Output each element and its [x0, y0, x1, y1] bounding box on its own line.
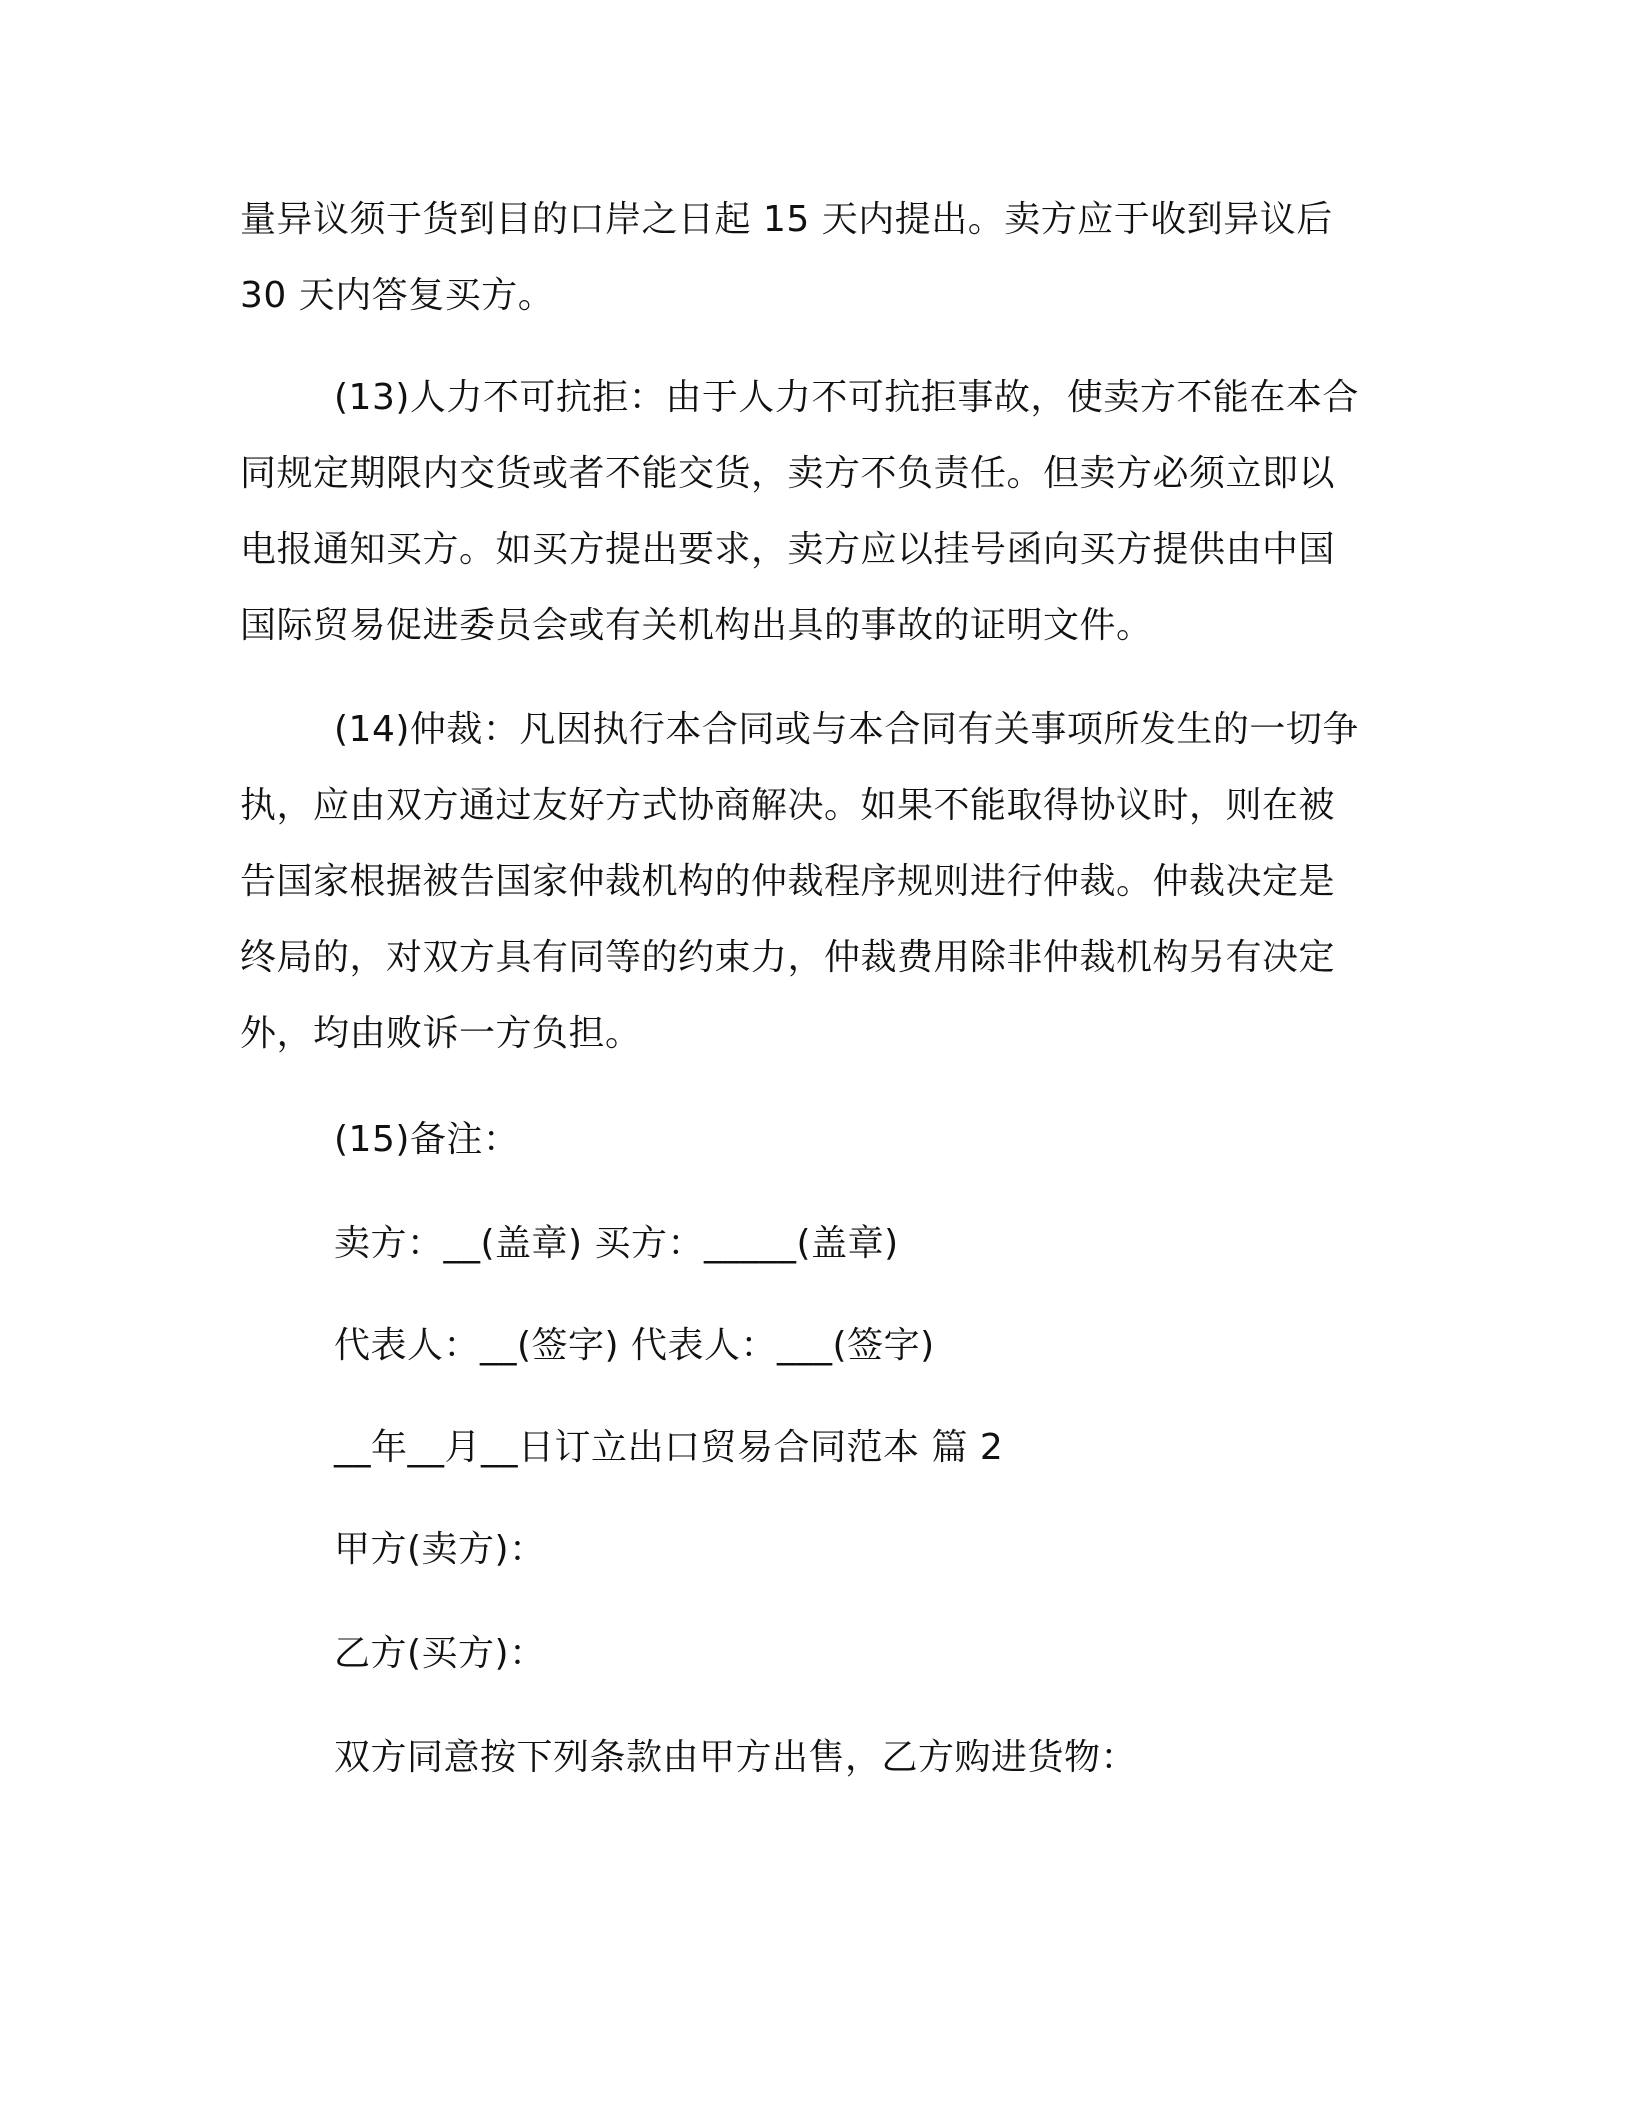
agreement-intro: 双方同意按下列条款由甲方出售，乙方购进货物：: [334, 1737, 1138, 1778]
text-line: 电报通知买方。如买方提出要求，卖方应以挂号函向买方提供由中国: [240, 529, 1336, 570]
seal-line: 卖方：__(盖章) 买方：_____(盖章): [334, 1223, 899, 1264]
text-line: 告国家根据被告国家仲裁机构的仲裁程序规则进行仲裁。仲裁决定是: [240, 861, 1336, 902]
party-b-label: 乙方(买方)：: [334, 1633, 546, 1674]
clause-15-remarks: (15)备注：: [334, 1119, 520, 1160]
text-line: 30 天内答复买方。: [240, 275, 555, 316]
clause-13-heading-line: (13)人力不可抗拒：由于人力不可抗拒事故，使卖方不能在本合: [334, 377, 1359, 418]
text-line: 量异议须于货到目的口岸之日起 15 天内提出。卖方应于收到异议后: [240, 199, 1333, 240]
text-line: 外，均由败诉一方负担。: [240, 1013, 642, 1054]
text-line: 执，应由双方通过友好方式协商解决。如果不能取得协议时，则在被: [240, 785, 1336, 826]
text-line: 国际贸易促进委员会或有关机构出具的事故的证明文件。: [240, 605, 1153, 646]
date-and-section-title: __年__月__日订立出口贸易合同范本 篇 2: [334, 1427, 1004, 1468]
signature-line: 代表人：__(签字) 代表人：___(签字): [334, 1325, 935, 1366]
party-a-label: 甲方(卖方)：: [334, 1529, 546, 1570]
text-line: 终局的，对双方具有同等的约束力，仲裁费用除非仲裁机构另有决定: [240, 937, 1336, 978]
text-line: 同规定期限内交货或者不能交货，卖方不负责任。但卖方必须立即以: [240, 453, 1336, 494]
clause-14-heading-line: (14)仲裁：凡因执行本合同或与本合同有关事项所发生的一切争: [334, 709, 1359, 750]
